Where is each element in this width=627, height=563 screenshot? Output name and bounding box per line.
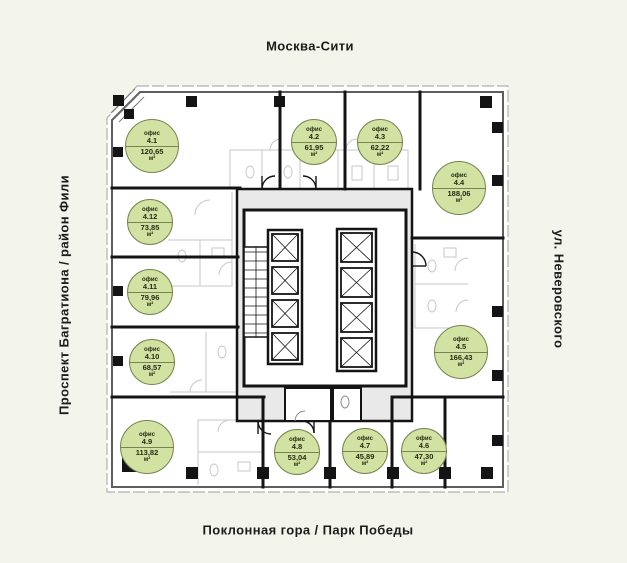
office-area: 113,82 (135, 447, 159, 457)
office-area: 45,89 (355, 451, 375, 461)
office-label: офис (142, 206, 158, 213)
street-label-bottom: Поклонная гора / Парк Победы (202, 522, 414, 538)
office-badge-4-7[interactable] (342, 428, 388, 474)
office-number: 4.4 (453, 177, 465, 187)
office-number: 4.1 (146, 135, 158, 145)
office-badge-4-3[interactable] (357, 119, 403, 165)
office-badge-4-12[interactable] (127, 199, 173, 245)
office-number: 4.8 (291, 441, 303, 451)
office-badge-4-4[interactable] (432, 161, 486, 215)
office-area: 120,65 (140, 146, 164, 156)
office-label: офис (144, 130, 160, 137)
office-area: 79,96 (140, 292, 160, 302)
office-label: офис (144, 346, 160, 353)
office-number: 4.9 (141, 436, 153, 446)
office-area-unit: м² (148, 371, 156, 378)
office-label: офис (289, 436, 305, 443)
office-label: офис (453, 336, 469, 343)
office-area-unit: м² (146, 231, 154, 238)
office-area-unit: м² (376, 151, 384, 158)
office-number: 4.2 (308, 131, 320, 141)
office-area-unit: м² (143, 456, 151, 463)
office-label: офис (416, 435, 432, 442)
office-area: 188,06 (447, 188, 471, 198)
office-number: 4.10 (144, 351, 160, 361)
office-area-unit: м² (420, 460, 428, 467)
office-badge-4-11[interactable] (127, 269, 173, 315)
office-number: 4.11 (142, 281, 158, 291)
office-number: 4.7 (359, 440, 371, 450)
office-area: 47,30 (414, 451, 434, 461)
office-badge-4-6[interactable] (401, 428, 447, 474)
office-area-unit: м² (457, 361, 465, 368)
office-label: офис (306, 126, 322, 133)
office-area: 73,85 (140, 222, 160, 232)
office-area-unit: м² (310, 151, 318, 158)
office-badge-4-9[interactable] (120, 420, 174, 474)
office-label: офис (357, 435, 373, 442)
street-label-right: ул. Неверовского (551, 229, 567, 349)
office-badge-4-8[interactable] (274, 429, 320, 475)
office-badge-4-1[interactable] (125, 119, 179, 173)
office-area: 166,43 (449, 352, 473, 362)
office-area-unit: м² (146, 301, 154, 308)
office-area: 68,57 (142, 362, 162, 372)
office-label: офис (372, 126, 388, 133)
office-area: 53,04 (287, 452, 307, 462)
service-rooms (285, 388, 361, 421)
office-label: офис (142, 276, 158, 283)
office-number: 4.6 (418, 440, 430, 450)
office-area-unit: м² (455, 197, 463, 204)
office-number: 4.3 (374, 131, 386, 141)
office-label: офис (451, 172, 467, 179)
office-area-unit: м² (361, 460, 369, 467)
office-area: 61,95 (304, 142, 324, 152)
staircase-icon (244, 247, 268, 337)
office-area-unit: м² (293, 461, 301, 468)
office-badge-4-5[interactable] (434, 325, 488, 379)
street-label-top: Москва-Сити (266, 38, 354, 54)
office-area-unit: м² (148, 155, 156, 162)
office-badge-4-2[interactable] (291, 119, 337, 165)
office-number: 4.12 (142, 211, 158, 221)
office-label: офис (139, 431, 155, 438)
office-number: 4.5 (455, 341, 467, 351)
street-label-left: Проспект Багратиона / район Фили (56, 175, 72, 415)
office-badge-4-10[interactable] (129, 339, 175, 385)
office-area: 62,22 (370, 142, 390, 152)
